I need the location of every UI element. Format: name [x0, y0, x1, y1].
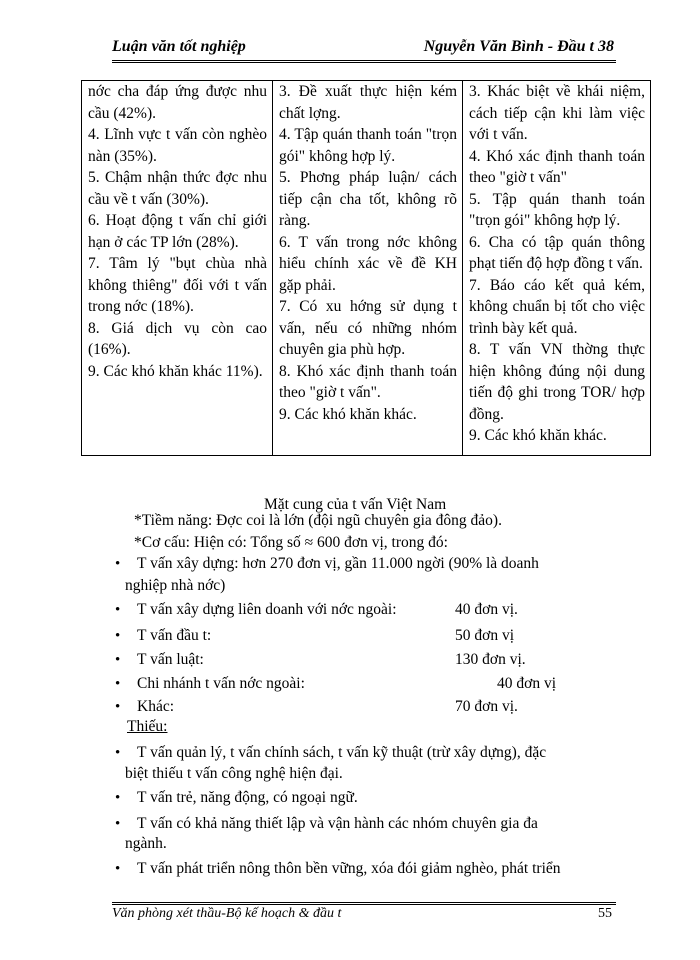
- page-number: 55: [598, 906, 612, 921]
- bullet-management: T vấn quản lý, t vấn chính sách, t vấn kỹ thuật (trừ xây dựng), đặc: [137, 744, 547, 761]
- column-3-cell: [463, 81, 651, 456]
- bullet-icon: •: [115, 790, 121, 806]
- joint-venture-value: 40 đơn vị.: [455, 601, 518, 618]
- investment-value: 50 đơn vị: [455, 627, 515, 644]
- list-item: 7. Báo cáo kết quả kém, không chuẩn bị tốt cho việc trình bày kết quả.: [469, 276, 645, 337]
- header-rule: [112, 60, 616, 61]
- bullet-foreign-branch: Chi nhánh t vấn nớc ngoài:: [137, 675, 305, 692]
- list-item: 7. Tâm lý "bụt chùa nhà không thiêng" đối với t vấn trong nớc (18%).: [88, 255, 267, 315]
- list-item: 4. Khó xác định thanh toán theo "giờ t vấn": [469, 147, 645, 186]
- bullet-investment: T vấn đầu t:: [137, 627, 212, 644]
- header-rule-second: [112, 62, 616, 63]
- law-value: 130 đơn vị.: [455, 651, 526, 668]
- bullet-icon: •: [115, 861, 121, 877]
- list-item: 4. Tập quán thanh toán "trọn gói" không hợp lý.: [279, 126, 457, 165]
- list-item: 8. Giá dịch vụ còn cao (16%).: [88, 319, 267, 358]
- list-item: nớc cha đáp ứng được nhu cầu (42%).: [88, 83, 267, 122]
- list-item: 7. Có xu hớng sử dụng t vấn, nếu có những nhóm chuyên gia phù hợp.: [279, 298, 457, 358]
- bullet-construction-cont: nghiệp nhà nớc): [125, 577, 226, 594]
- list-item: 5. Chậm nhận thức đợc nhu cầu về t vấn (30%).: [88, 169, 267, 208]
- bullet-icon: •: [115, 602, 121, 618]
- potential-line: *Tiềm năng: Đợc coi là lớn (đội ngũ chuyên gia đông đảo).: [134, 512, 502, 529]
- bullet-icon: •: [115, 628, 121, 644]
- bullet-teams: T vấn có khả năng thiết lập và vận hành các nhóm chuyên gia đa: [137, 815, 538, 832]
- bullet-management-cont: biệt thiếu t vấn công nghệ hiện đại.: [125, 765, 343, 782]
- bullet-icon: •: [115, 745, 121, 761]
- structure-line: *Cơ cấu: Hiện có: Tổng số ≈ 600 đơn vị, trong đó:: [134, 534, 448, 551]
- footer-rule: [112, 902, 616, 903]
- bullet-young: T vấn trẻ, năng động, có ngoại ngữ.: [137, 789, 358, 806]
- column-1-cell: [82, 81, 273, 456]
- bullet-law: T vấn luật:: [137, 651, 204, 668]
- bullet-icon: •: [115, 556, 121, 572]
- footer-rule-second: [112, 904, 616, 905]
- shortage-heading: Thiếu:: [127, 718, 168, 735]
- list-item: 5. Phơng pháp luận/ cách tiếp cận cha tốt, không rõ ràng.: [279, 169, 457, 229]
- list-item: 4. Lĩnh vực t vấn còn nghèo nàn (35%).: [88, 126, 267, 165]
- section-title: Mặt cung của t vấn Việt Nam: [264, 496, 447, 513]
- list-item: 9. Các khó khăn khác 11%).: [88, 362, 263, 380]
- list-item: 6. T vấn trong nớc không hiểu chính xác về đề KH gặp phải.: [279, 233, 457, 294]
- foreign-branch-value: 40 đơn vị: [497, 675, 557, 692]
- page-header: [112, 38, 614, 60]
- bullet-icon: •: [115, 816, 121, 832]
- list-item: 9. Các khó khăn khác.: [469, 427, 607, 444]
- footer-office: Văn phòng xét thầu-Bộ kế hoạch & đầu t: [112, 906, 342, 921]
- table-row: [82, 81, 651, 456]
- header-thesis-title: Luận văn tốt nghiệp: [112, 38, 246, 55]
- difficulties-table: [81, 80, 651, 456]
- list-item: 6. Cha có tập quán thông phạt tiến độ hợp đồng t vấn.: [469, 233, 645, 272]
- bullet-rural: T vấn phát triển nông thôn bền vững, xóa đói giảm nghèo, phát triển: [137, 860, 561, 877]
- other-value: 70 đơn vị.: [455, 698, 518, 715]
- list-item: 9. Các khó khăn khác.: [279, 405, 417, 423]
- list-item: 3. Đề xuất thực hiện kém chất lợng.: [279, 83, 457, 122]
- list-item: 8. Khó xác định thanh toán theo "giờ t vấn".: [279, 362, 457, 401]
- list-item: 6. Hoạt động t vấn chỉ giới hạn ở các TP lớn (28%).: [88, 212, 267, 251]
- bullet-icon: •: [115, 699, 121, 715]
- bullet-other: Khác:: [137, 698, 175, 715]
- bullet-teams-cont: ngành.: [125, 835, 167, 852]
- bullet-icon: •: [115, 676, 121, 692]
- list-item: 8. T vấn VN thờng thực hiện không đúng nội dung tiến độ ghi trong TOR/ hợp đồng.: [469, 341, 645, 423]
- bullet-construction: T vấn xây dựng: hơn 270 đơn vị, gần 11.000 ngời (90% là doanh: [137, 555, 539, 572]
- list-item: 3. Khác biệt về khái niệm, cách tiếp cận khi làm việc với t vấn.: [469, 83, 645, 143]
- page-footer: [112, 906, 616, 922]
- bullet-joint-venture: T vấn xây dựng liên doanh với nớc ngoài:: [137, 601, 397, 618]
- column-2-cell: [273, 81, 463, 456]
- header-author-section: Nguyễn Văn Bình - Đầu t 38: [423, 38, 614, 55]
- bullet-icon: •: [115, 652, 121, 668]
- list-item: 5. Tập quán thanh toán "trọn gói" không hợp lý.: [469, 190, 645, 229]
